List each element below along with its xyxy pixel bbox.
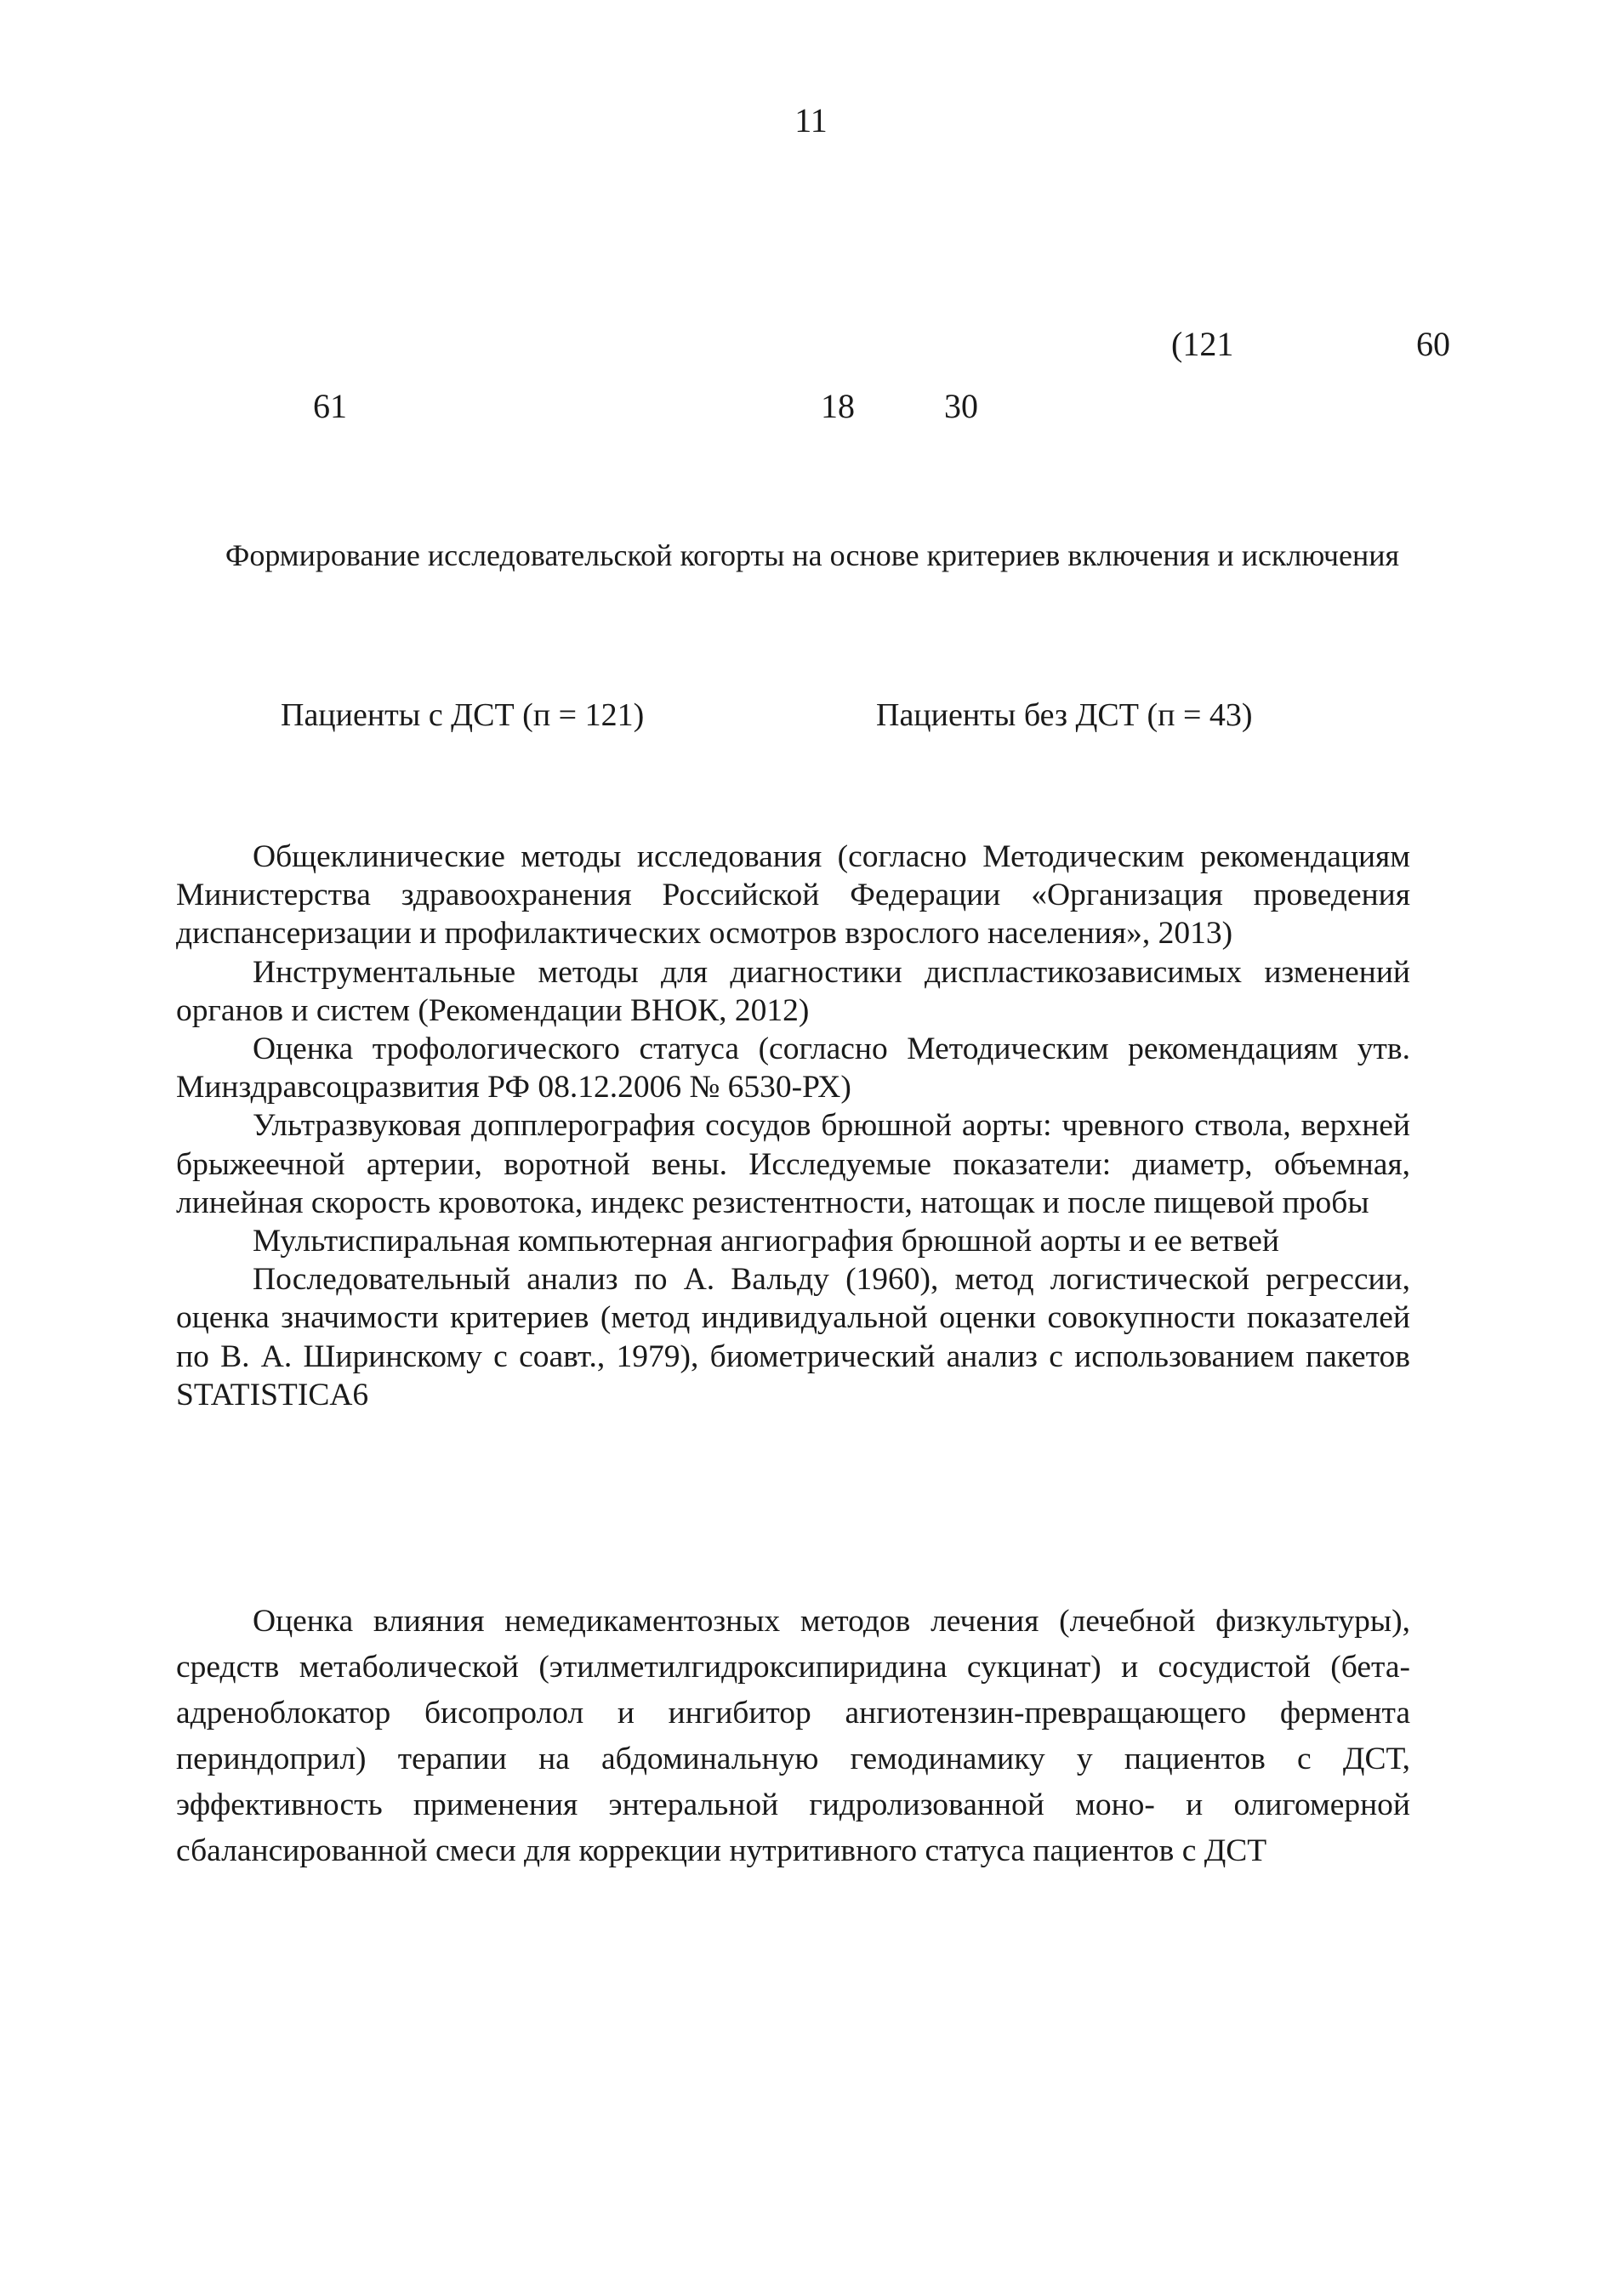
method-item-instrumental: Инструментальные методы для диагностики диспластикозависимых изменений органов и систем (Рекомендации ВНОК, 2012)	[176, 954, 1410, 1028]
method-item-doppler: Ультразвуковая допплерография сосудов брюшной аорты: чревного ствола, верхней брыжеечной артерии, воротной вены. Исследуемые показатели: диаметр, объемная, линейная скорость кровотока, индекс резистентности, натощак и после пищевой пробы	[176, 1108, 1410, 1220]
method-item-clinical: Общеклинические методы исследования (согласно Методическим рекомендациям Министерства здравоохранения Российской Федерации «Организация проведения диспансеризации и профилактических осмотров взрослого населения», 2013)	[176, 839, 1410, 952]
text-fragment: (121	[1171, 325, 1234, 363]
text-fragment: 60	[1416, 325, 1450, 363]
method-item-angiography: Мультиспиральная компьютерная ангиография брюшной аорты и ее ветвей	[253, 1224, 1279, 1259]
text-fragment: 18	[821, 387, 855, 425]
methods-list	[176, 838, 1410, 1414]
method-item-trophological: Оценка трофологического статуса (согласно Методическим рекомендациям утв. Минздравсоцразвития РФ 08.12.2006 № 6530-РХ)	[176, 1031, 1410, 1105]
treatment-paragraph: Оценка влияния немедикаментозных методов лечения (лечебной физкультуры), средств метаболической (этилметилгидроксипиридина сукцинат) и сосудистой (бета-адреноблокатор бисопролол и ингибитор ангиотензин-превращающего фермента периндоприл) терапии на абдоминальную гемодинамику у пациентов с ДСТ, эффективность применения энтеральной гидролизованной моно- и олигомерной сбалансированной смеси для коррекции нутритивного статуса пациентов с ДСТ	[176, 1604, 1410, 1868]
method-item-statistics: Последовательный анализ по А. Вальду (1960), метод логистической регрессии, оценка значимости критериев (метод индивидуальной оценки совокупности показателей по В. А. Ширинскому с соавт., 1979), биометрический анализ с использованием пакетов STATISTICA6	[176, 1262, 1410, 1412]
page-number: 11	[794, 101, 828, 139]
figure-title: Формирование исследовательской когорты на основе критериев включения и исключения	[225, 538, 1400, 572]
group-label-with-dst: Пациенты с ДСТ (п = 121)	[281, 697, 645, 733]
text-fragment: 61	[313, 387, 347, 425]
text-fragment: 30	[944, 387, 978, 425]
group-label-without-dst: Пациенты без ДСТ (п = 43)	[876, 697, 1253, 733]
